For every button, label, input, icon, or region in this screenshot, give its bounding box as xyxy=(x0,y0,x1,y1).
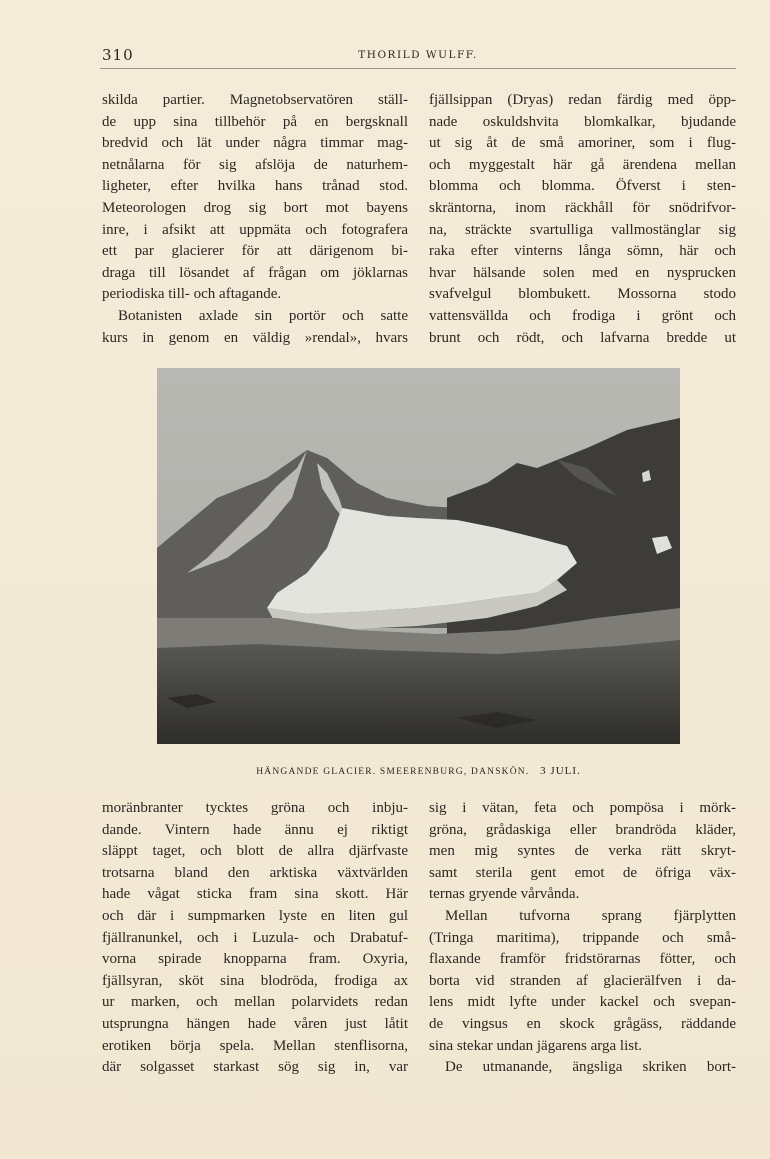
glacier-photograph xyxy=(157,368,680,744)
text-line: vorna spirade knopparna fram. Oxyria, xyxy=(102,951,408,968)
text-line: periodiska till- och aftagande. xyxy=(102,286,282,303)
text-line: borta vid stranden af glacierälfven i da- xyxy=(429,972,736,989)
page-number: 310 xyxy=(102,46,134,64)
text-line: och där i sumpmarken lyste en liten gul xyxy=(102,907,408,924)
text-line: Mellan tufvorna sprang fjärplytten xyxy=(445,907,736,924)
text-line: fjällranunkel, och i Luzula- och Drabatuf- xyxy=(102,929,408,946)
text-line: sig i vätan, feta och pompösa i mörk- xyxy=(429,800,736,816)
text-line: flaxande framför fridstörarnas fötter, och xyxy=(429,951,736,968)
glacier-photo-illustration xyxy=(157,368,680,744)
text-line: de vingsus en skock grågäss, räddande xyxy=(429,1015,736,1032)
text-line: fjällsippan (Dryas) redan färdig med öpp- xyxy=(429,92,736,108)
text-line: ur marken, och mellan polarvidets redan xyxy=(102,994,408,1011)
text-line: ligheter, efter hvilka hans trånad stod. xyxy=(102,178,408,195)
text-line: draga till lösandet af frågan om jöklarnas xyxy=(102,264,408,281)
text-line: men mig syntes de verka rätt skryt- xyxy=(429,843,736,860)
text-line: Botanisten axlade sin portör och satte xyxy=(118,307,408,324)
text-line: nade oskuldshvita blomkalkar, bjudande xyxy=(429,113,736,130)
text-column-top-left xyxy=(102,90,408,349)
text-column-bottom-right xyxy=(429,798,736,1079)
text-line: dande. Vintern hade ännu ej riktigt xyxy=(102,821,408,838)
text-line: blomma och blomma. Öfverst i sten- xyxy=(429,178,736,195)
text-line: netnålarna för sig afslöja de naturhem- xyxy=(102,156,408,173)
text-line: utsprungna hängen hade våren just låtit xyxy=(102,1015,408,1032)
running-head: THORILD WULFF. xyxy=(358,49,478,61)
text-line: fjällsyran, sköt sina blodröda, frodiga ax xyxy=(102,972,408,989)
text-line: raka efter vinterns långa sömn, här och xyxy=(429,243,736,260)
text-line: ut sig åt de små amoriner, som i flug- xyxy=(429,135,736,152)
page-header xyxy=(100,46,736,69)
text-line: skräntorna, inom räckhåll för snödrifvor- xyxy=(429,199,736,216)
text-line: ett par glacierer för att därigenom bi- xyxy=(102,243,408,260)
text-line: ternas gryende vårvånda. xyxy=(429,886,580,903)
text-line: erotiken börja spela. Mellan stenflisorna, xyxy=(102,1037,408,1054)
text-line: trotsarna bland den arktiska växtvärlden xyxy=(102,864,408,881)
caption-date: 3 JULI. xyxy=(540,765,581,777)
text-line: (Tringa maritima), trippande och små- xyxy=(429,929,736,946)
text-line: vattensvällda och frodiga i grönt och xyxy=(429,307,736,324)
text-line: bredvid och lät under några timmar mag- xyxy=(102,135,408,152)
text-line: na, sträckte svartulliga vallmostänglar sig xyxy=(429,221,736,238)
text-column-bottom-left xyxy=(102,798,408,1079)
text-line: där solgasset starkast sög sig in, var xyxy=(102,1059,408,1076)
text-line: sina stekar undan jägarens arga list. xyxy=(429,1037,642,1054)
text-line: hvar hälsande solen med en nysprucken xyxy=(429,264,736,281)
text-line: kurs in genom en väldig »rendal», hvars xyxy=(102,329,408,346)
text-line: inre, i afsikt att uppmäta och fotografera xyxy=(102,221,408,238)
text-line: De utmanande, ängsliga skriken bort- xyxy=(445,1059,736,1076)
text-line: brunt och rödt, och lafvarna bredde ut xyxy=(429,329,736,346)
figure-caption xyxy=(157,765,680,777)
text-line: de upp sina tillbehör på en bergsknall xyxy=(102,113,408,130)
text-line: hade vågat sticka fram sina skott. Här xyxy=(102,886,408,903)
caption-text: HÄNGANDE GLACIER. SMEERENBURG, DANSKÖN. xyxy=(256,767,530,777)
text-line: gröna, grådaskiga eller brandröda kläder, xyxy=(429,821,736,838)
text-line: samt sterila gent emot de öfriga väx- xyxy=(429,864,736,881)
text-line: lens midt lyfte under kackel och svepan- xyxy=(429,994,736,1011)
text-line: skilda partier. Magnetobservatören ställ- xyxy=(102,92,408,108)
text-line: svafvelgul blombukett. Mossorna stodo xyxy=(429,286,736,303)
text-column-top-right xyxy=(429,90,736,349)
text-line: Meteorologen drog sig bort mot bayens xyxy=(102,199,408,216)
text-line: moränbranter tycktes gröna och inbju- xyxy=(102,800,408,816)
text-line: och myggestalt här gå ärendena mellan xyxy=(429,156,736,173)
text-line: släppt taget, och blott de allra djärfvaste xyxy=(102,843,408,860)
